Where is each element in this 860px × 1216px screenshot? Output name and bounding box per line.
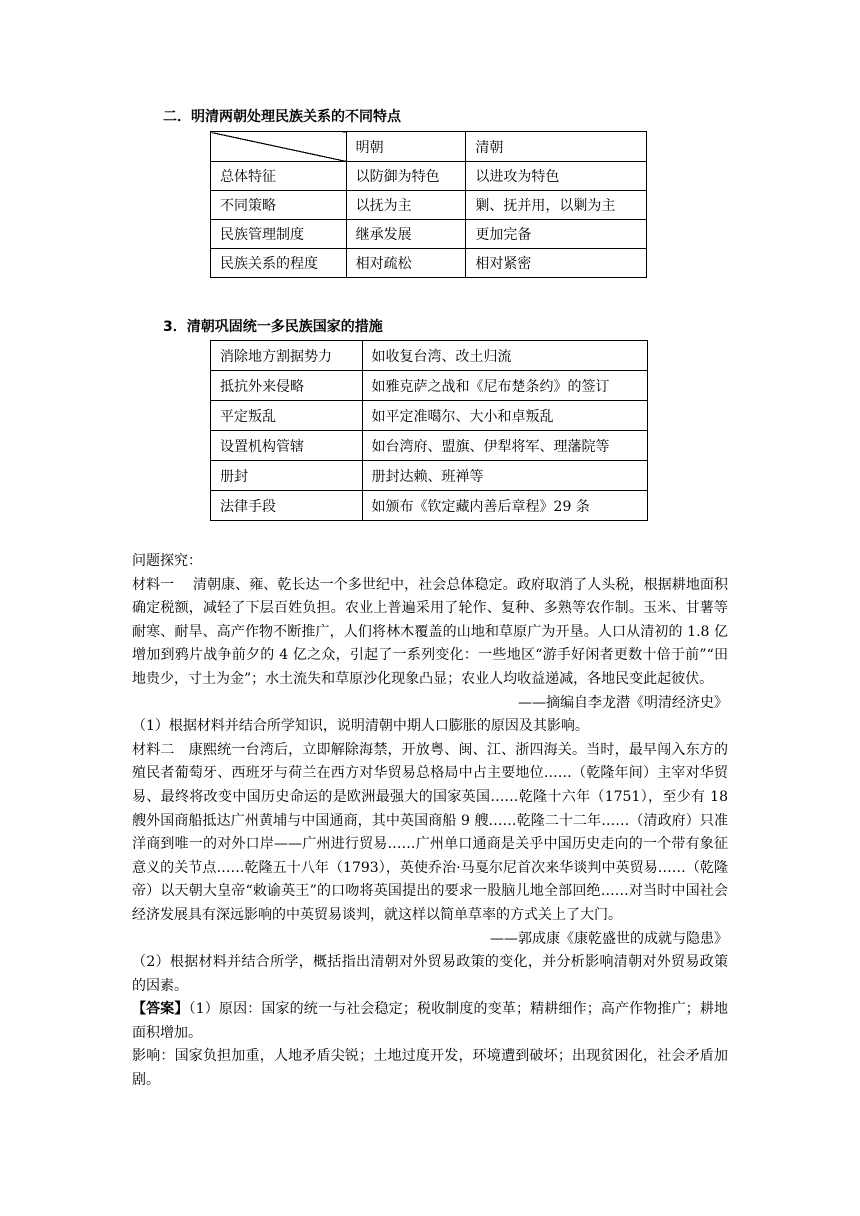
answer-1-paragraph [132,998,728,1045]
section-2-heading: 二．明清两朝处理民族关系的不同特点 [163,109,401,125]
measure-example: 如平定准噶尔、大小和卓叛乱 [362,401,647,431]
question-2: （2）根据材料并结合所学，概括指出清朝对外贸易政策的变化，并分析影响清朝对外贸易政策的因素。 [132,954,728,994]
qing-cell: 剿、抚并用，以剿为主 [466,191,647,220]
ming-cell: 继承发展 [346,220,466,249]
answer-2-text: 影响：国家负担加重，人地矛盾尖锐；土地过度开发，环境遭到破坏；出现贫困化，社会矛盾加剧。 [132,1048,728,1089]
measure-label: 设置机构管辖 [211,431,363,461]
section-3-heading: 3．清朝巩固统一多民族国家的措施 [163,319,383,335]
qing-cell: 更加完备 [466,220,647,249]
qing-cell: 相对紧密 [466,249,647,278]
table-row [211,461,648,491]
measure-example: 册封达赖、班禅等 [362,461,647,491]
header-ming: 明朝 [346,132,466,162]
row-label: 民族管理制度 [211,220,347,249]
measure-label: 抵抗外来侵略 [211,371,363,401]
exploration-label: 问题探究： [132,553,202,569]
table-row [211,491,648,521]
measure-label: 册封 [211,461,363,491]
table-row [211,220,647,249]
ming-qing-ethnic-policy-table [210,131,647,278]
table-row [211,431,648,461]
table-row [211,191,647,220]
qing-cell: 以进攻为特色 [466,162,647,191]
header-qing: 清朝 [466,132,647,162]
diagonal-header-cell [211,132,347,162]
measure-label: 消除地方割据势力 [211,341,363,371]
measure-example: 如台湾府、盟旗、伊犁将军、理藩院等 [362,431,647,461]
ming-cell: 以抚为主 [346,191,466,220]
row-label: 总体特征 [211,162,347,191]
table-row [211,249,647,278]
exploration-section [132,550,728,1093]
table-row [211,162,647,191]
material-1-source: ——摘编自李龙潜《明清经济史》 [518,694,728,711]
qing-unification-measures-table [210,340,648,521]
answer-1-text: （1）原因：国家的统一与社会稳定；税收制度的变革；精耕细作；高产作物推广；耕地面积增加。 [132,1001,729,1041]
measure-example: 如收复台湾、改土归流 [362,341,647,371]
material-1-text: 材料一 清朝康、雍、乾长达一个多世纪中，社会总体稳定。政府取消了人头税，根据耕地面积确定税额，减轻了下层百姓负担。农业上普遍采用了轮作、复种、多熟等农作制。玉米、甘薯等耐寒、耐旱、高产作物不断推广，人们将林木覆盖的山地和草原广为开垦。人口从清初的 1.8 亿增加到鸦片战争前夕的 4 亿之众，引起了一系列变化：一些地区“游手好闲者更数十倍于前”“田地贵少，寸土为金”；水土流失和草原沙化现象凸显；农业人均收益递减，各地民变此起彼伏。 [132,576,728,687]
table-row [211,401,648,431]
table-row [211,371,648,401]
ming-cell: 相对疏松 [346,249,466,278]
table-row [211,341,648,371]
material-2-text: 材料二 康熙统一台湾后，立即解除海禁，开放粤、闽、江、浙四海关。当时，最早闯入东方的殖民者葡萄牙、西班牙与荷兰在西方对华贸易总格局中占主要地位……（乾隆年间）主宰对华贸易、最终将改变中国历史命运的是欧洲最强大的国家英国……乾隆十六年（1751），至少有 18 艘外国商船抵达广州黄埔与中国通商，其中英国商船 9 艘……乾隆二十二年……（清政府）只准洋商到唯一的对外口岸——广州进行贸易……广州单口通商是关乎中国历史走向的一个带有象征意义的关节点……乾隆五十八年（1793），英使乔治·马戛尔尼首次来华谈判中英贸易……（乾隆帝）以天朝大皇帝“敕谕英王”的口吻将英国提出的要求一股脑儿地全部回绝……对当时中国社会经济发展具有深远影响的中英贸易谈判，就这样以简单草率的方式关上了大门。 [132,741,728,923]
measure-example: 如雅克萨之战和《尼布楚条约》的签订 [362,371,647,401]
question-1: （1）根据材料并结合所学知识，说明清朝中期人口膨胀的原因及其影响。 [132,718,589,735]
row-label: 不同策略 [211,191,347,220]
ming-cell: 以防御为特色 [346,162,466,191]
answer-label: 【答案】 [132,1001,189,1018]
measure-example: 如颁布《钦定藏内善后章程》29 条 [362,491,647,521]
material-2-source: ——郭成康《康乾盛世的成就与隐患》 [490,930,728,947]
table-header-row [211,132,647,162]
measure-label: 平定叛乱 [211,401,363,431]
measure-label: 法律手段 [211,491,363,521]
row-label: 民族关系的程度 [211,249,347,278]
